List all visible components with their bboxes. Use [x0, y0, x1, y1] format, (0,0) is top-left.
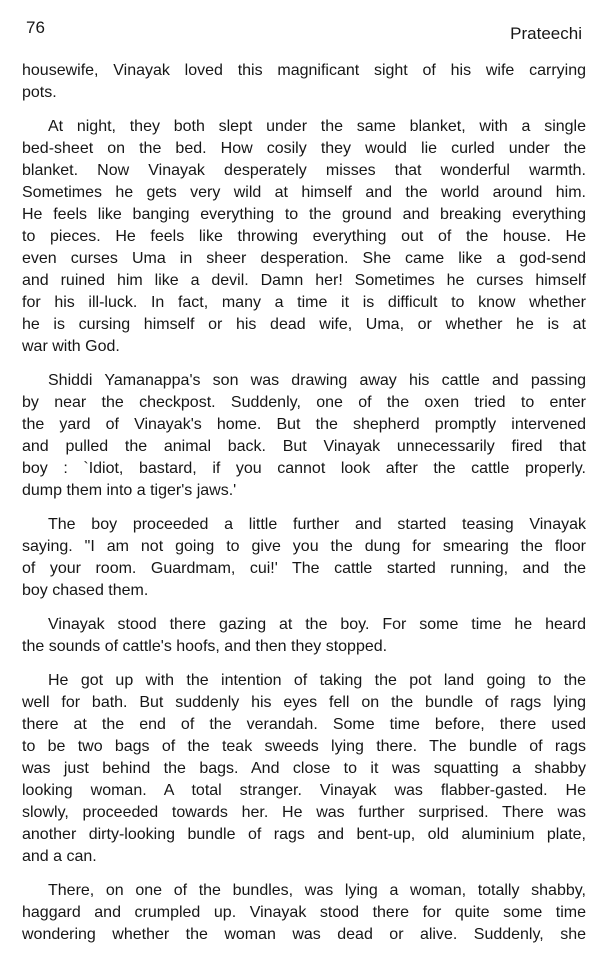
paragraph — [22, 514, 586, 602]
text-line: another dirty-looking bundle of rags and bent-up, old aluminium plate, — [22, 826, 586, 843]
text-line: housewife, Vinayak loved this magnificant sight of his wife carrying — [22, 62, 586, 79]
text-line: At night, they both slept under the same blanket, with a single — [48, 118, 586, 135]
text-line: even curses Uma in sheer desperation. She came like a god-send — [22, 250, 586, 267]
text-line: boy chased them. — [22, 582, 149, 599]
text-line: Shiddi Yamanappa's son was drawing away his cattle and passing — [48, 372, 586, 389]
text-line: and ruined him like a devil. Damn her! Sometimes he curses himself — [22, 272, 586, 289]
text-line: the yard of Vinayak's home. But the shepherd promptly intervened — [22, 416, 586, 433]
text-line: of your room. Guardmam, cui!' The cattle started running, and the — [22, 560, 586, 577]
text-line: war with God. — [22, 338, 120, 355]
body-text — [22, 60, 586, 946]
paragraph — [22, 116, 586, 358]
text-line: dump them into a tiger's jaws.' — [22, 482, 237, 499]
text-line: was just behind the bags. And close to it was squatting a shabby — [22, 760, 586, 777]
text-line: saying. "I am not going to give you the dung for smearing the floor — [22, 538, 586, 555]
text-line: by near the checkpost. Suddenly, one of the oxen tried to enter — [22, 394, 586, 411]
text-line: Vinayak stood there gazing at the boy. For some time he heard — [48, 616, 586, 633]
text-line: Sometimes he gets very wild at himself and the world around him. — [22, 184, 586, 201]
text-line: the sounds of cattle's hoofs, and then they stopped. — [22, 638, 388, 655]
text-line: He got up with the intention of taking the pot land going to the — [48, 672, 586, 689]
text-line: The boy proceeded a little further and started teasing Vinayak — [48, 516, 586, 533]
text-line: bed-sheet on the bed. How cosily they would lie curled under the — [22, 140, 586, 157]
text-line: and a can. — [22, 848, 97, 865]
paragraph — [22, 370, 586, 502]
text-line: well for bath. But suddenly his eyes fell on the bundle of rags lying — [22, 694, 586, 711]
text-line: pots. — [22, 84, 57, 101]
text-line: blanket. Now Vinayak desperately misses that wonderful warmth. — [22, 162, 586, 179]
text-line: looking woman. A total stranger. Vinayak was flabber-gasted. He — [22, 782, 586, 799]
text-line: slowly, proceeded towards her. He was further surprised. There was — [22, 804, 586, 821]
text-line: There, on one of the bundles, was lying a woman, totally shabby, — [48, 882, 586, 899]
text-line: there at the end of the verandah. Some time before, there used — [22, 716, 586, 733]
text-line: and pulled the animal back. But Vinayak unnecessarily fired that — [22, 438, 586, 455]
text-line: wondering whether the woman was dead or alive. Suddenly, she — [22, 926, 586, 943]
text-line: haggard and crumpled up. Vinayak stood there for quite some time — [22, 904, 586, 921]
text-line: to be two bags of the teak sweeds lying there. The bundle of rags — [22, 738, 586, 755]
paragraph — [22, 880, 586, 946]
paragraph — [22, 614, 586, 658]
text-line: He feels like banging everything to the ground and breaking everything — [22, 206, 586, 223]
text-line: he is cursing himself or his dead wife, Uma, or whether he is at — [22, 316, 586, 333]
paragraph — [22, 670, 586, 868]
page-header — [26, 18, 582, 43]
text-line: boy : `Idiot, bastard, if you cannot look after the cattle properly. — [22, 460, 586, 477]
paragraph — [22, 60, 586, 104]
text-line: for his ill-luck. In fact, many a time it is difficult to know whether — [22, 294, 586, 311]
running-title: Prateechi — [510, 24, 582, 43]
page-number: 76 — [26, 18, 45, 37]
text-line: to pieces. He feels like throwing everything out of the house. He — [22, 228, 586, 245]
